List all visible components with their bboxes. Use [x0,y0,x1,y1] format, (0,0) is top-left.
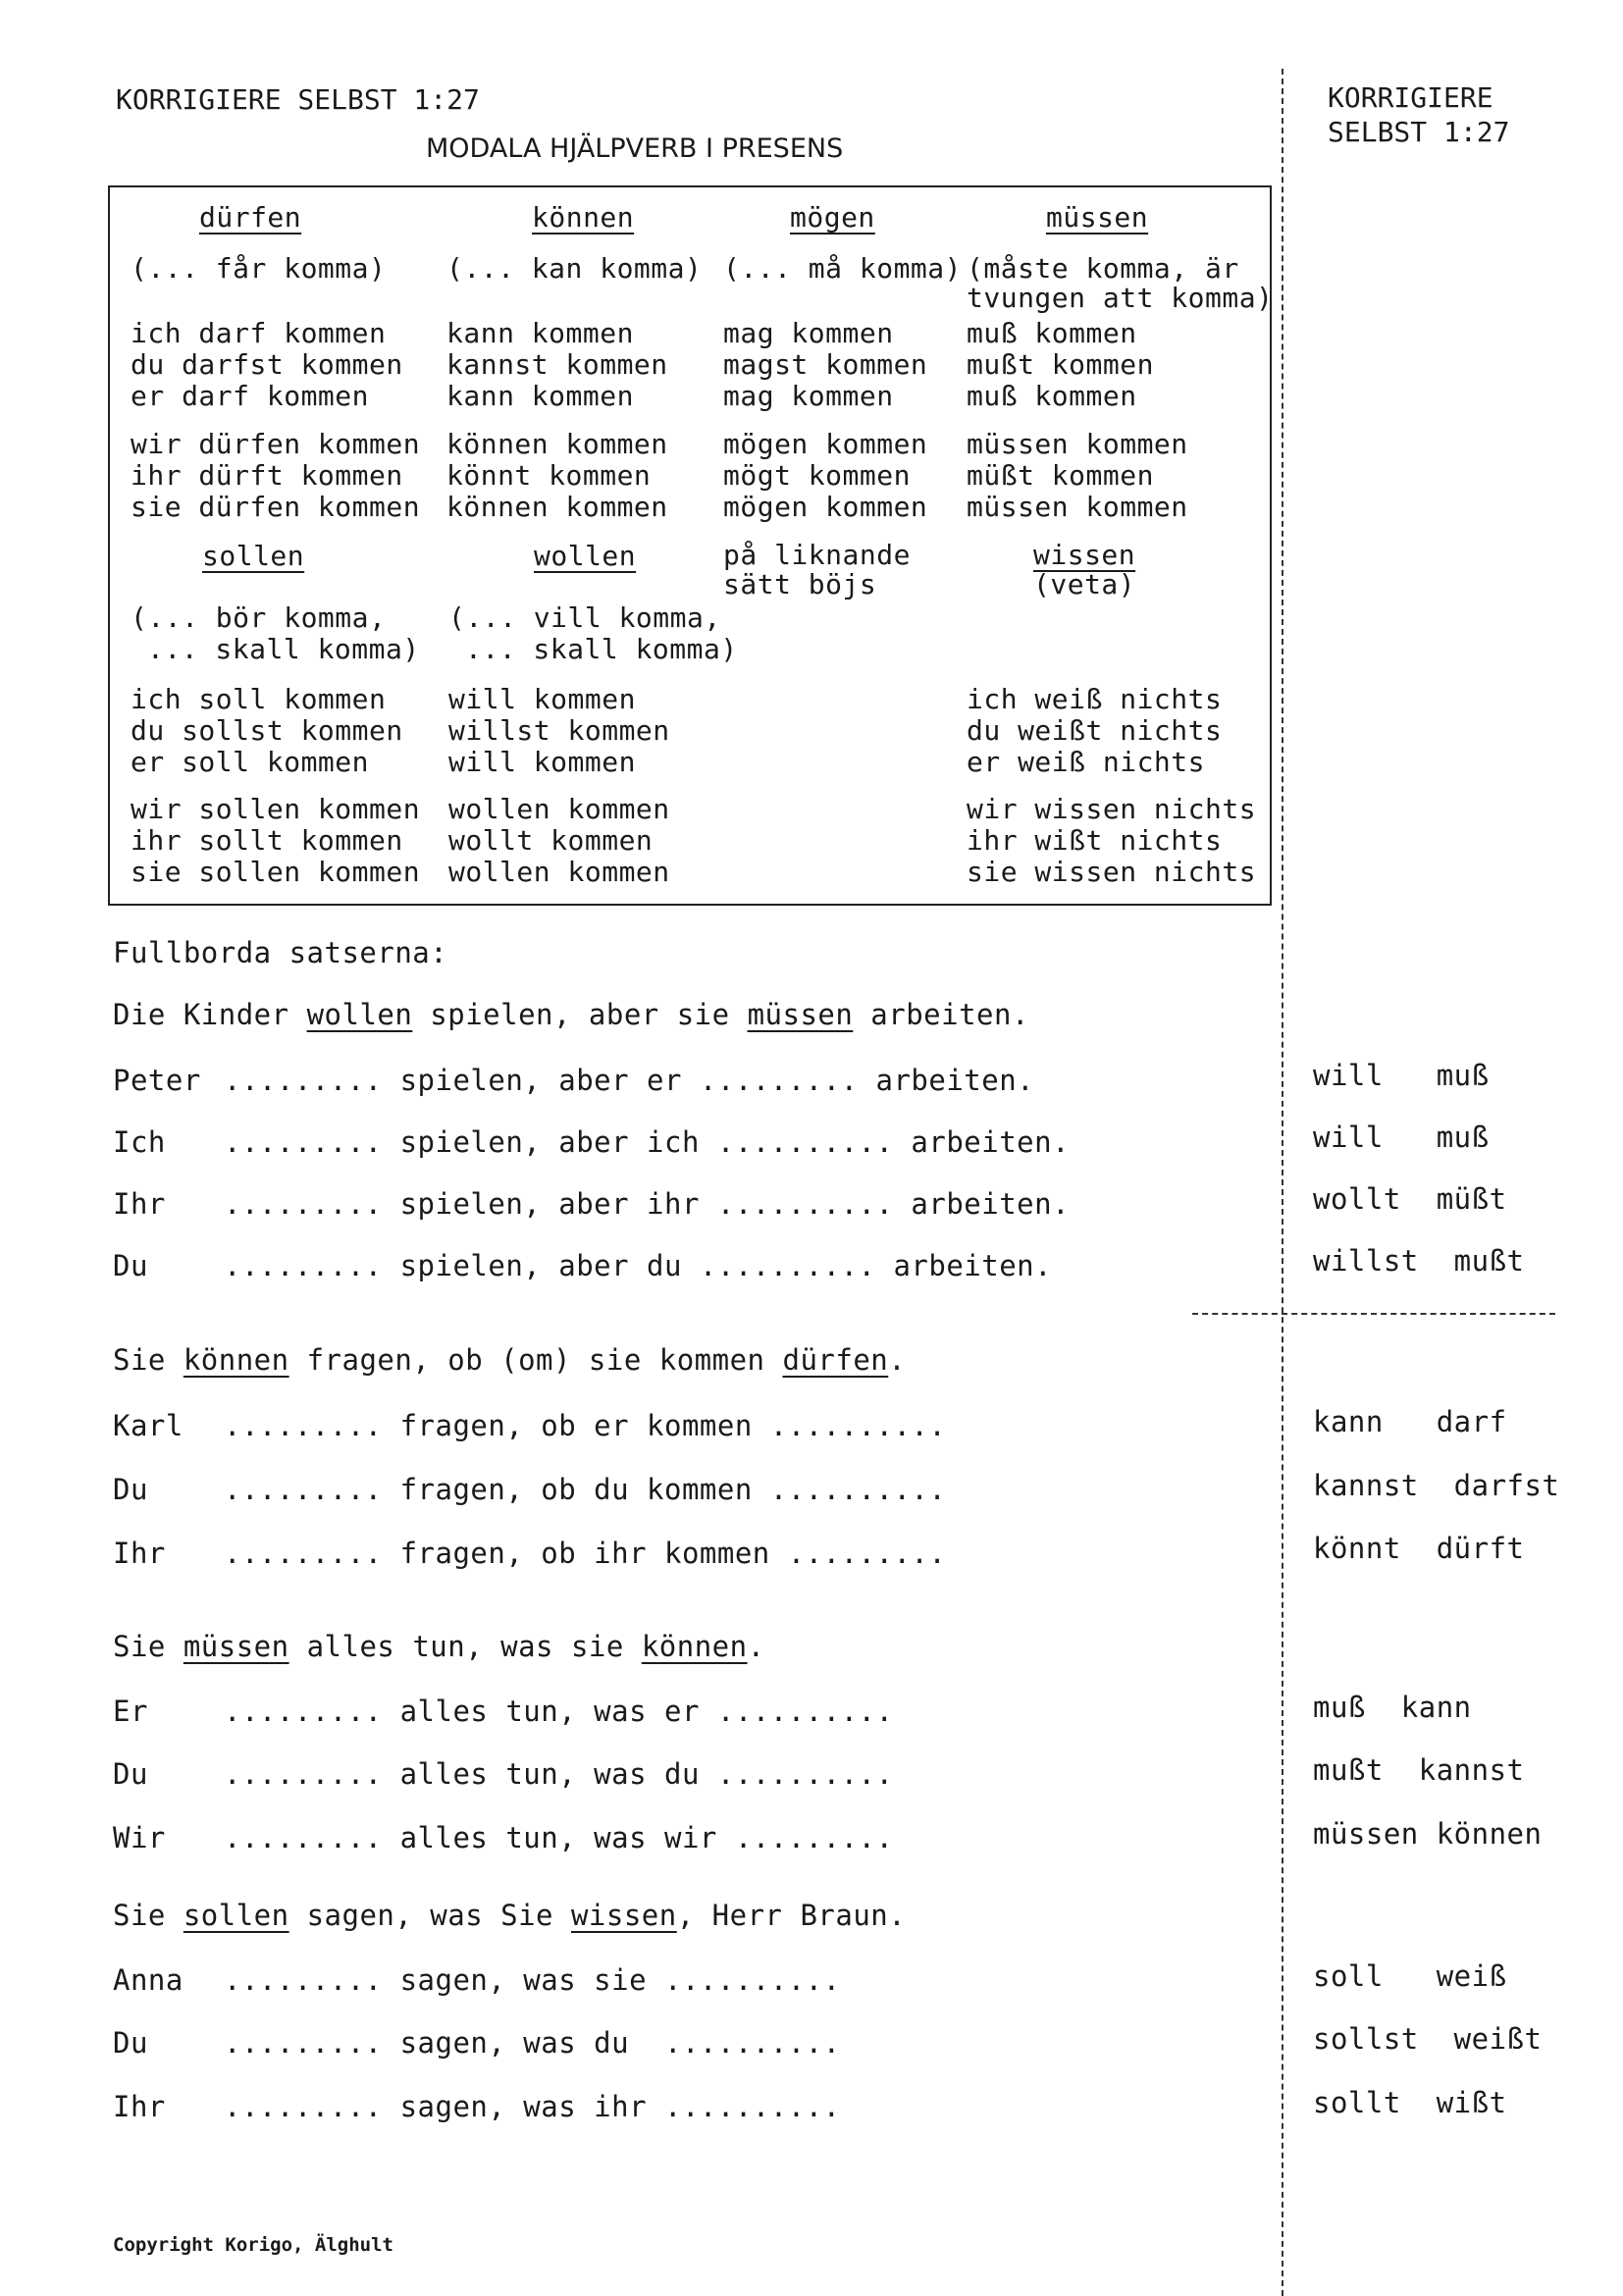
copyright-notice: Copyright Korigo, Älghult [113,2234,393,2256]
exercise-line: ......... fragen, ob du kommen .......... [224,1473,947,1506]
table-header-wissen-meaning: (veta) [1033,568,1136,600]
exercise-instruction: Fullborda satserna: [113,936,448,969]
answer-text: müssen können [1313,1817,1543,1851]
table-cell: du sollst kommen [131,714,403,747]
exercise-line: ......... fragen, ob ihr kommen ......... [224,1537,947,1570]
table-cell: wollt kommen [448,824,654,857]
table-header-moegen: mögen [790,201,875,234]
table-header-sollen: sollen [202,540,305,572]
exercise-subject: Er [113,1695,148,1728]
answer-text: willst mußt [1313,1244,1525,1278]
table-header-wollen: wollen [534,540,637,572]
margin-title-line-1: KORRIGIERE [1328,81,1493,114]
table-header-duerfen: dürfen [199,201,302,234]
exercise-subject: Peter [113,1064,201,1097]
table-cell: er weiß nichts [967,746,1206,778]
answer-text: wollt müßt [1313,1182,1507,1216]
table-cell: er darf kommen [131,380,370,412]
table-cell: müssen kommen [967,428,1188,460]
meaning-koennen: (... kan komma) [446,252,703,285]
meaning-duerfen: (... får komma) [131,252,387,285]
table-header-koennen: können [532,201,635,234]
model-sentence: Sie sollen sagen, was Sie wissen, Herr Braun. [113,1899,907,1932]
page-subtitle: MODALA HJÄLPVERB I PRESENS [426,133,844,164]
table-cell: mußt kommen [967,348,1154,381]
table-cell: müssen kommen [967,491,1188,523]
table-cell: könnt kommen [446,459,652,492]
table-cell: willst kommen [448,714,670,747]
meaning-wollen-2: ... skall komma) [465,633,738,665]
answer-text: mußt kannst [1313,1753,1525,1787]
table-cell: ihr wißt nichts [967,824,1223,857]
table-cell: ich darf kommen [131,317,387,349]
exercise-subject: Ihr [113,2090,166,2123]
exercise-subject: Anna [113,1963,183,1997]
table-cell: kann kommen [446,317,634,349]
answer-text: sollt wißt [1313,2086,1507,2119]
table-cell: sie dürfen kommen [131,491,421,523]
table-cell: ich soll kommen [131,683,387,715]
exercise-subject: Wir [113,1821,166,1854]
table-cell: will kommen [448,746,636,778]
table-cell: will kommen [448,683,636,715]
table-cell: ihr sollt kommen [131,824,403,857]
exercise-line: ......... sagen, was du .......... [224,2026,841,2060]
table-cell: ich weiß nichts [967,683,1223,715]
meaning-muessen-1: (måste komma, är [967,252,1239,285]
answer-text: kann darf [1313,1405,1507,1438]
table-cell: sie wissen nichts [967,856,1257,888]
exercise-line: ......... alles tun, was wir ......... [224,1821,894,1854]
answer-text: will muß [1313,1059,1490,1092]
table-cell: mögt kommen [723,459,911,492]
table-cell: wollen kommen [448,793,670,825]
table-cell: kann kommen [446,380,634,412]
table-cell: du darfst kommen [131,348,403,381]
table-cell: er soll kommen [131,746,370,778]
table-cell: wir sollen kommen [131,793,421,825]
exercise-line: ......... spielen, aber er ......... arbeiten. [224,1064,1035,1097]
model-sentence: Die Kinder wollen spielen, aber sie müssen arbeiten. [113,998,1029,1031]
table-cell: müßt kommen [967,459,1154,492]
table-header-wissen: wissen [1033,539,1136,571]
page-title: KORRIGIERE SELBST 1:27 [116,83,480,116]
answer-text: sollst weißt [1313,2022,1543,2056]
table-cell: muß kommen [967,317,1137,349]
answer-text: will muß [1313,1121,1490,1154]
exercise-line: ......... sagen, was ihr .......... [224,2090,841,2123]
exercise-subject: Karl [113,1409,183,1442]
table-header-muessen: müssen [1046,201,1149,234]
table-cell: wir wissen nichts [967,793,1257,825]
table-cell: mag kommen [723,317,894,349]
exercise-line: ......... spielen, aber ich .......... arbeiten. [224,1125,1071,1159]
meaning-sollen-2: ... skall komma) [147,633,420,665]
answer-text: könnt dürft [1313,1532,1525,1565]
table-cell: können kommen [446,428,668,460]
table-cell: magst kommen [723,348,928,381]
table-note-line-2: sätt böjs [723,568,877,600]
exercise-line: ......... sagen, was sie .......... [224,1963,841,1997]
exercise-subject: Du [113,1249,148,1282]
answer-text: soll weiß [1313,1959,1507,1993]
exercise-line: ......... spielen, aber ihr .......... arbeiten. [224,1187,1071,1221]
vertical-cut-line [1282,69,1283,2296]
table-cell: ihr dürft kommen [131,459,403,492]
exercise-subject: Ihr [113,1537,166,1570]
margin-title-line-2: SELBST 1:27 [1328,116,1510,148]
meaning-moegen: (... må komma) [723,252,963,285]
table-cell: sie sollen kommen [131,856,421,888]
exercise-line: ......... alles tun, was er .......... [224,1695,894,1728]
exercise-line: ......... spielen, aber du .......... arbeiten. [224,1249,1053,1282]
meaning-wollen-1: (... vill komma, [448,601,721,634]
model-sentence: Sie müssen alles tun, was sie können. [113,1630,765,1663]
table-cell: mögen kommen [723,428,928,460]
model-sentence: Sie können fragen, ob (om) sie kommen dürfen. [113,1343,907,1377]
table-cell: können kommen [446,491,668,523]
answer-text: kannst darfst [1313,1469,1560,1502]
table-cell: mag kommen [723,380,894,412]
table-note-line-1: på liknande [723,539,911,571]
exercise-line: ......... fragen, ob er kommen .......... [224,1409,947,1442]
table-cell: wollen kommen [448,856,670,888]
answer-text: muß kann [1313,1691,1472,1724]
horizontal-cut-line [1192,1313,1555,1315]
table-cell: wir dürfen kommen [131,428,421,460]
exercise-subject: Du [113,1757,148,1791]
table-cell: muß kommen [967,380,1137,412]
exercise-subject: Du [113,2026,148,2060]
table-cell: kannst kommen [446,348,668,381]
meaning-muessen-2: tvungen att komma) [967,282,1274,314]
exercise-subject: Ihr [113,1187,166,1221]
table-cell: mögen kommen [723,491,928,523]
exercise-subject: Ich [113,1125,166,1159]
exercise-subject: Du [113,1473,148,1506]
table-cell: du weißt nichts [967,714,1223,747]
meaning-sollen-1: (... bör komma, [131,601,387,634]
exercise-line: ......... alles tun, was du .......... [224,1757,894,1791]
